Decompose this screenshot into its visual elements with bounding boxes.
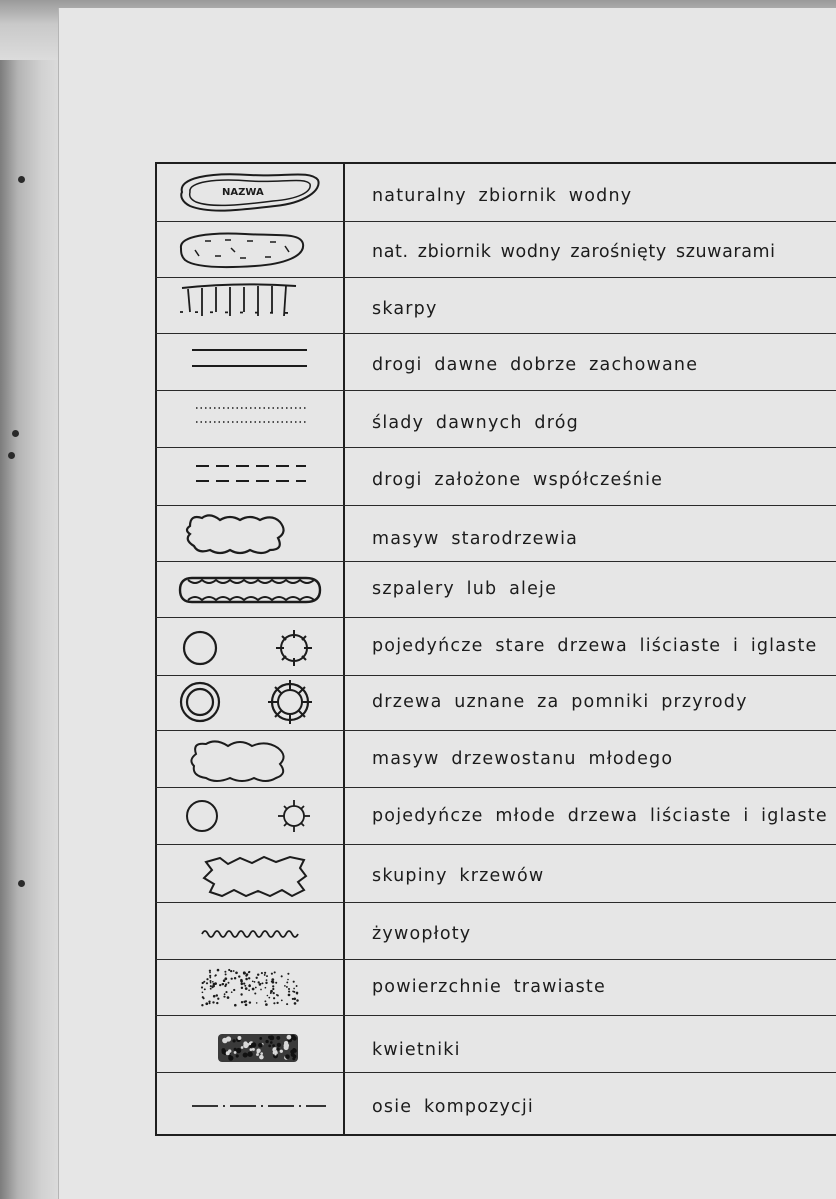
legend-label: drogi założone współcześnie [372, 470, 664, 490]
grass-areas-icon [198, 966, 302, 1010]
punch-hole [18, 176, 25, 183]
scan-shadow-left [0, 0, 60, 1199]
monument-trees-icon [178, 680, 324, 726]
legend-label: drzewa uznane za pomniki przyrody [372, 692, 748, 712]
composition-axes-icon [192, 1098, 328, 1114]
old-road-traces-icon [196, 404, 312, 428]
old-tree-mass-icon [182, 512, 290, 558]
legend-label: drogi dawne dobrze zachowane [372, 355, 699, 375]
legend-label: powierzchnie trawiaste [372, 977, 606, 997]
punch-hole [18, 880, 25, 887]
modern-road-icon [196, 461, 312, 487]
escarpment-icon [178, 282, 308, 324]
old-road-preserved-icon [192, 346, 310, 372]
hedges-icon [200, 924, 306, 944]
water-body-reeds-icon [175, 226, 310, 274]
flowerbeds-icon [216, 1030, 300, 1066]
legend-label: kwietniki [372, 1040, 461, 1060]
young-stand-mass-icon [186, 738, 292, 786]
legend-label: osie kompozycji [372, 1097, 534, 1117]
punch-hole [12, 430, 19, 437]
legend-label: naturalny zbiornik wodny [372, 186, 633, 206]
legend-label: masyw drzewostanu młodego [372, 749, 674, 769]
legend-label: masyw starodrzewia [372, 529, 579, 549]
single-young-trees-icon [184, 798, 320, 836]
water-body-named-icon [170, 168, 330, 218]
legend-label: szpalery lub aleje [372, 579, 558, 599]
legend-label: pojedyńcze stare drzewa liściaste i iglaste [372, 636, 818, 656]
legend-label: skupiny krzewów [372, 866, 545, 886]
legend-label: skarpy [372, 299, 438, 319]
legend-label: nat. zbiornik wodny zarośnięty szuwarami [372, 242, 776, 262]
water-body-name-text: NAZWA [222, 187, 264, 198]
legend-label: pojedyńcze młode drzewa liściaste i iglaste [372, 806, 828, 826]
single-old-trees-icon [180, 628, 320, 670]
shrub-groups-icon [200, 854, 312, 900]
punch-hole [8, 452, 15, 459]
legend-label: ślady dawnych dróg [372, 413, 579, 433]
tree-rows-icon [178, 574, 324, 606]
legend-label: żywopłoty [372, 924, 472, 944]
